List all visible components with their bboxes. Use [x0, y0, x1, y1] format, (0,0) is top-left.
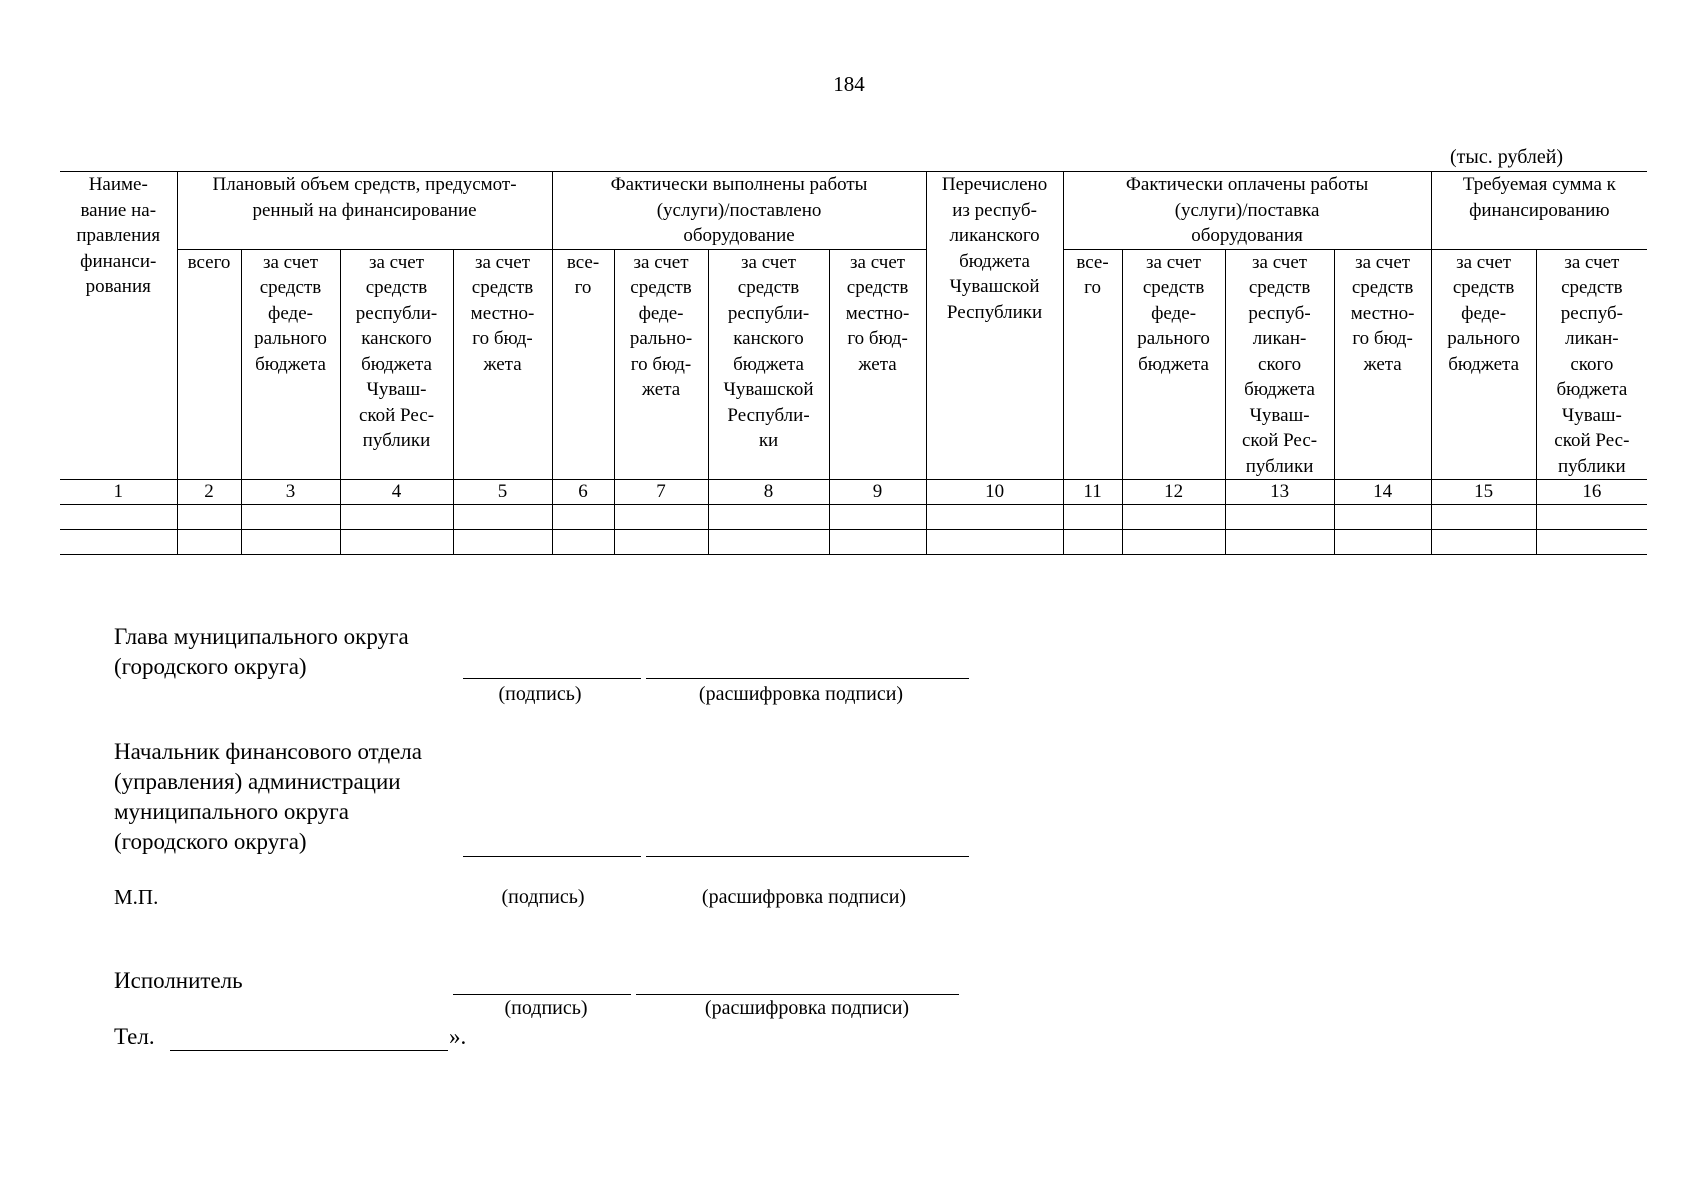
table-row: [60, 505, 1647, 530]
column-number: 10: [926, 480, 1063, 505]
table-cell[interactable]: [453, 530, 552, 555]
executor-signature-line: [453, 994, 631, 995]
table-cell[interactable]: [1225, 530, 1334, 555]
subheader-cell: [1063, 249, 1122, 480]
phone-line[interactable]: [170, 1050, 448, 1051]
column-number: 16: [1536, 480, 1647, 505]
financing-report-table: [60, 171, 1647, 555]
table-cell[interactable]: [708, 530, 829, 555]
header-works-done-text: Фактически выполнены работы (услуги)/поставлено оборудование: [610, 174, 868, 246]
table-cell[interactable]: [1536, 530, 1647, 555]
subheader-cell: [1536, 249, 1647, 480]
header-transferred: [926, 172, 1063, 480]
column-number: 4: [340, 480, 453, 505]
finance-decipher-line: [646, 856, 969, 857]
column-number: 1: [60, 480, 177, 505]
executor-signature-caption: (подпись): [504, 997, 588, 1019]
header-works-done: [552, 172, 926, 250]
table-cell[interactable]: [340, 505, 453, 530]
subheader-text: за счет средств респуб- ликан- ского бюджета Чуваш- ской Рес- публики: [1242, 251, 1318, 477]
column-number: 12: [1122, 480, 1225, 505]
table-cell[interactable]: [1536, 505, 1647, 530]
table-cell[interactable]: [1063, 530, 1122, 555]
unit-note: (тыс. рублей): [1450, 146, 1564, 168]
subheader-cell: [1225, 249, 1334, 480]
subheader-text: за счет средств республи- канского бюджета Чувашской Республи- ки: [723, 251, 814, 451]
column-number: 11: [1063, 480, 1122, 505]
subheader-cell: [241, 249, 340, 480]
header-row-1: [60, 172, 1647, 250]
table-cell[interactable]: [552, 530, 614, 555]
table-cell[interactable]: [614, 505, 708, 530]
table-cell[interactable]: [453, 505, 552, 530]
table-cell[interactable]: [1431, 530, 1536, 555]
header-paid: [1063, 172, 1431, 250]
subheader-text: за счет средств респуб- ликан- ского бюджета Чуваш- ской Рес- публики: [1554, 251, 1630, 477]
subheader-text: за счет средств местно- го бюд- жета: [1350, 251, 1415, 375]
executor-decipher-line: [636, 994, 959, 995]
subheader-text: все- го: [1076, 251, 1109, 298]
phone-label: Тел.: [114, 1024, 155, 1049]
head-signature-line: [463, 678, 641, 679]
column-number: 13: [1225, 480, 1334, 505]
table-cell[interactable]: [1225, 505, 1334, 530]
table-row: [60, 530, 1647, 555]
table-cell[interactable]: [1063, 505, 1122, 530]
head-signatory-label: Глава муниципального округа (городского округа): [114, 624, 409, 679]
table-cell[interactable]: [829, 530, 926, 555]
column-number: 8: [708, 480, 829, 505]
subheader-cell: [1334, 249, 1431, 480]
table-cell[interactable]: [1122, 530, 1225, 555]
subheader-text: за счет средств местно- го бюд- жета: [845, 251, 910, 375]
subheader-text: за счет средств местно- го бюд- жета: [470, 251, 535, 375]
head-signature-caption: (подпись): [498, 683, 582, 705]
executor-label: Исполнитель: [114, 968, 243, 993]
table-cell[interactable]: [552, 505, 614, 530]
column-number: 15: [1431, 480, 1536, 505]
subheader-cell: [829, 249, 926, 480]
subheader-cell: [552, 249, 614, 480]
subheader-text: за счет средств феде- рально- го бюд- жета: [629, 251, 693, 400]
subheader-text: все- го: [566, 251, 600, 298]
column-number: 14: [1334, 480, 1431, 505]
table-cell[interactable]: [829, 505, 926, 530]
finance-signature-caption: (подпись): [501, 886, 585, 908]
table-cell[interactable]: [241, 505, 340, 530]
header-name-text: Наиме- вание на- правления финанси- рования: [76, 174, 161, 297]
table-cell[interactable]: [60, 505, 177, 530]
table-cell[interactable]: [1122, 505, 1225, 530]
finance-signatory-label: Начальник финансового отдела (управления) администрации муниципального округа (городского округа): [114, 739, 422, 854]
finance-decipher-caption: (расшифровка подписи): [701, 886, 907, 908]
phone-closing-quote: ».: [449, 1024, 467, 1049]
subheader-cell: [340, 249, 453, 480]
executor-decipher-caption: (расшифровка подписи): [704, 997, 910, 1019]
table-cell[interactable]: [340, 530, 453, 555]
table-cell[interactable]: [926, 505, 1063, 530]
subheader-text: за счет средств феде- рального бюджета: [1137, 251, 1210, 375]
column-number-row: [60, 480, 1647, 505]
subheader-cell: [1431, 249, 1536, 480]
table-cell[interactable]: [708, 505, 829, 530]
subheader-text: всего: [187, 251, 231, 273]
head-decipher-caption: (расшифровка подписи): [698, 683, 904, 705]
head-decipher-line: [646, 678, 969, 679]
table-cell[interactable]: [60, 530, 177, 555]
header-required: [1431, 172, 1647, 250]
header-planned: [177, 172, 552, 250]
subheader-cell: [177, 249, 241, 480]
table-cell[interactable]: [614, 530, 708, 555]
header-row-2: [60, 249, 1647, 480]
header-required-text: Требуемая сумма к финансированию: [1462, 174, 1616, 221]
column-number: 2: [177, 480, 241, 505]
subheader-cell: [614, 249, 708, 480]
table-cell[interactable]: [926, 530, 1063, 555]
column-number: 6: [552, 480, 614, 505]
table-cell[interactable]: [177, 505, 241, 530]
subheader-cell: [453, 249, 552, 480]
header-paid-text: Фактически оплачены работы (услуги)/поставка оборудования: [1125, 174, 1369, 246]
subheader-text: за счет средств феде- рального бюджета: [254, 251, 327, 375]
table-cell[interactable]: [1334, 505, 1431, 530]
header-name: [60, 172, 177, 480]
subheader-cell: [1122, 249, 1225, 480]
finance-signature-line: [463, 856, 641, 857]
table-cell[interactable]: [1334, 530, 1431, 555]
stamp-label: М.П.: [114, 885, 159, 909]
column-number: 3: [241, 480, 340, 505]
table-cell[interactable]: [1431, 505, 1536, 530]
subheader-text: за счет средств феде- рального бюджета: [1447, 251, 1520, 375]
table-cell[interactable]: [177, 530, 241, 555]
page-number: 184: [833, 72, 865, 96]
header-planned-text: Плановый объем средств, предусмот- ренный на финансирование: [212, 174, 517, 221]
column-number: 7: [614, 480, 708, 505]
table-cell[interactable]: [241, 530, 340, 555]
header-transferred-text: Перечислено из респуб- ликанского бюджета Чувашской Республики: [941, 174, 1048, 323]
column-number: 9: [829, 480, 926, 505]
subheader-text: за счет средств республи- канского бюджета Чуваш- ской Рес- публики: [355, 251, 438, 451]
column-number: 5: [453, 480, 552, 505]
subheader-cell: [708, 249, 829, 480]
